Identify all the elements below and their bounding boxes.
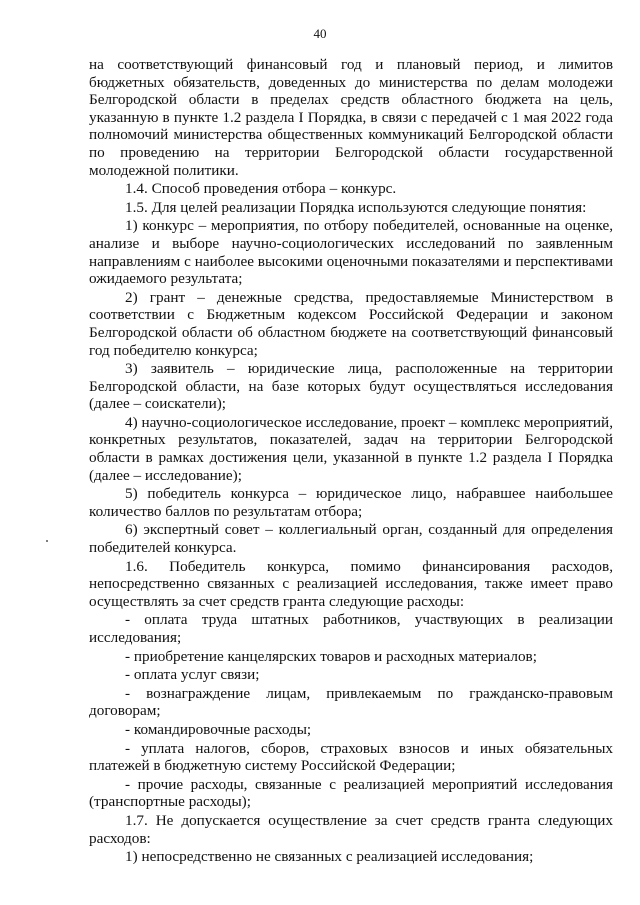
expense-item: - приобретение канцелярских товаров и расходных материалов; bbox=[125, 647, 537, 665]
document-body bbox=[89, 56, 613, 866]
page-number: 40 bbox=[313, 26, 327, 41]
definition-applicant: 3) заявитель – юридические лица, расположенные на территории Белгородской области, на базе которых будут осуществляться исследования (далее – соискатели); bbox=[89, 360, 613, 413]
scan-dot-mark bbox=[46, 540, 48, 542]
paragraph-1-4: 1.4. Способ проведения отбора – конкурс. bbox=[125, 180, 397, 198]
paragraph-1-7: 1.7. Не допускается осуществление за счет средств гранта следующих расходов: bbox=[89, 811, 613, 847]
expense-item: - оплата услуг связи; bbox=[125, 666, 260, 684]
definition-contest: 1) конкурс – мероприятия, по отбору победителей, основанные на оценке, анализе и выборе научно-социологических исследований по заявленным направлениям с наиболее высокими оценочными показателями и перспективами ожидаемого результата; bbox=[89, 217, 613, 288]
definition-expert-council: 6) экспертный совет – коллегиальный орган, созданный для определения победителей конкурса. bbox=[89, 521, 613, 557]
expense-item: - оплата труда штатных работников, участвующих в реализации исследования; bbox=[89, 611, 613, 646]
expense-item: - вознаграждение лицам, привлекаемым по гражданско-правовым договорам; bbox=[89, 684, 613, 720]
paragraph-1-6: 1.6. Победитель конкурса, помимо финансирования расходов, непосредственно связанных с реализацией исследования, также имеет право осуществлять за счет средств гранта следующие расходы: bbox=[89, 557, 613, 610]
definition-winner: 5) победитель конкурса – юридическое лицо, набравшее наибольшее количество баллов по результатам отбора; bbox=[89, 485, 613, 520]
expense-item: - прочие расходы, связанные с реализацией мероприятий исследования (транспортные расходы); bbox=[89, 775, 613, 811]
paragraph-1-5: 1.5. Для целей реализации Порядка используются следующие понятия: bbox=[125, 198, 587, 216]
expense-item: - уплата налогов, сборов, страховых взносов и иных обязательных платежей в бюджетную систему Российской Федерации; bbox=[89, 739, 613, 775]
prohibited-expense-item: 1) непосредственно не связанных с реализацией исследования; bbox=[125, 848, 534, 866]
definition-research: 4) научно-социологическое исследование, проект – комплекс мероприятий, конкретных результатов, показателей, задач на территории Белгородской области в рамках достижения цели, указанной в пункте 1.2 раздела I Порядка (далее – исследование); bbox=[89, 413, 613, 484]
definition-grant: 2) грант – денежные средства, предоставляемые Министерством в соответствии с Бюджетным кодексом Российской Федерации и законом Белгородской области об областном бюджете на соответствующий финансовый год победителю конкурса; bbox=[89, 288, 613, 359]
expense-item: - командировочные расходы; bbox=[125, 720, 312, 738]
paragraph-continuation: на соответствующий финансовый год и плановый период, и лимитов бюджетных обязательств, доведенных до министерства по делам молодежи Белгородской области в пределах средств областного бюджета на цель, указанную в пункте 1.2 раздела I Порядка, в связи с передачей с 1 мая 2022 года полномочий министерства общественных коммуникаций Белгородской области по проведению на территории Белгородской области государственной молодежной политики. bbox=[89, 56, 613, 179]
